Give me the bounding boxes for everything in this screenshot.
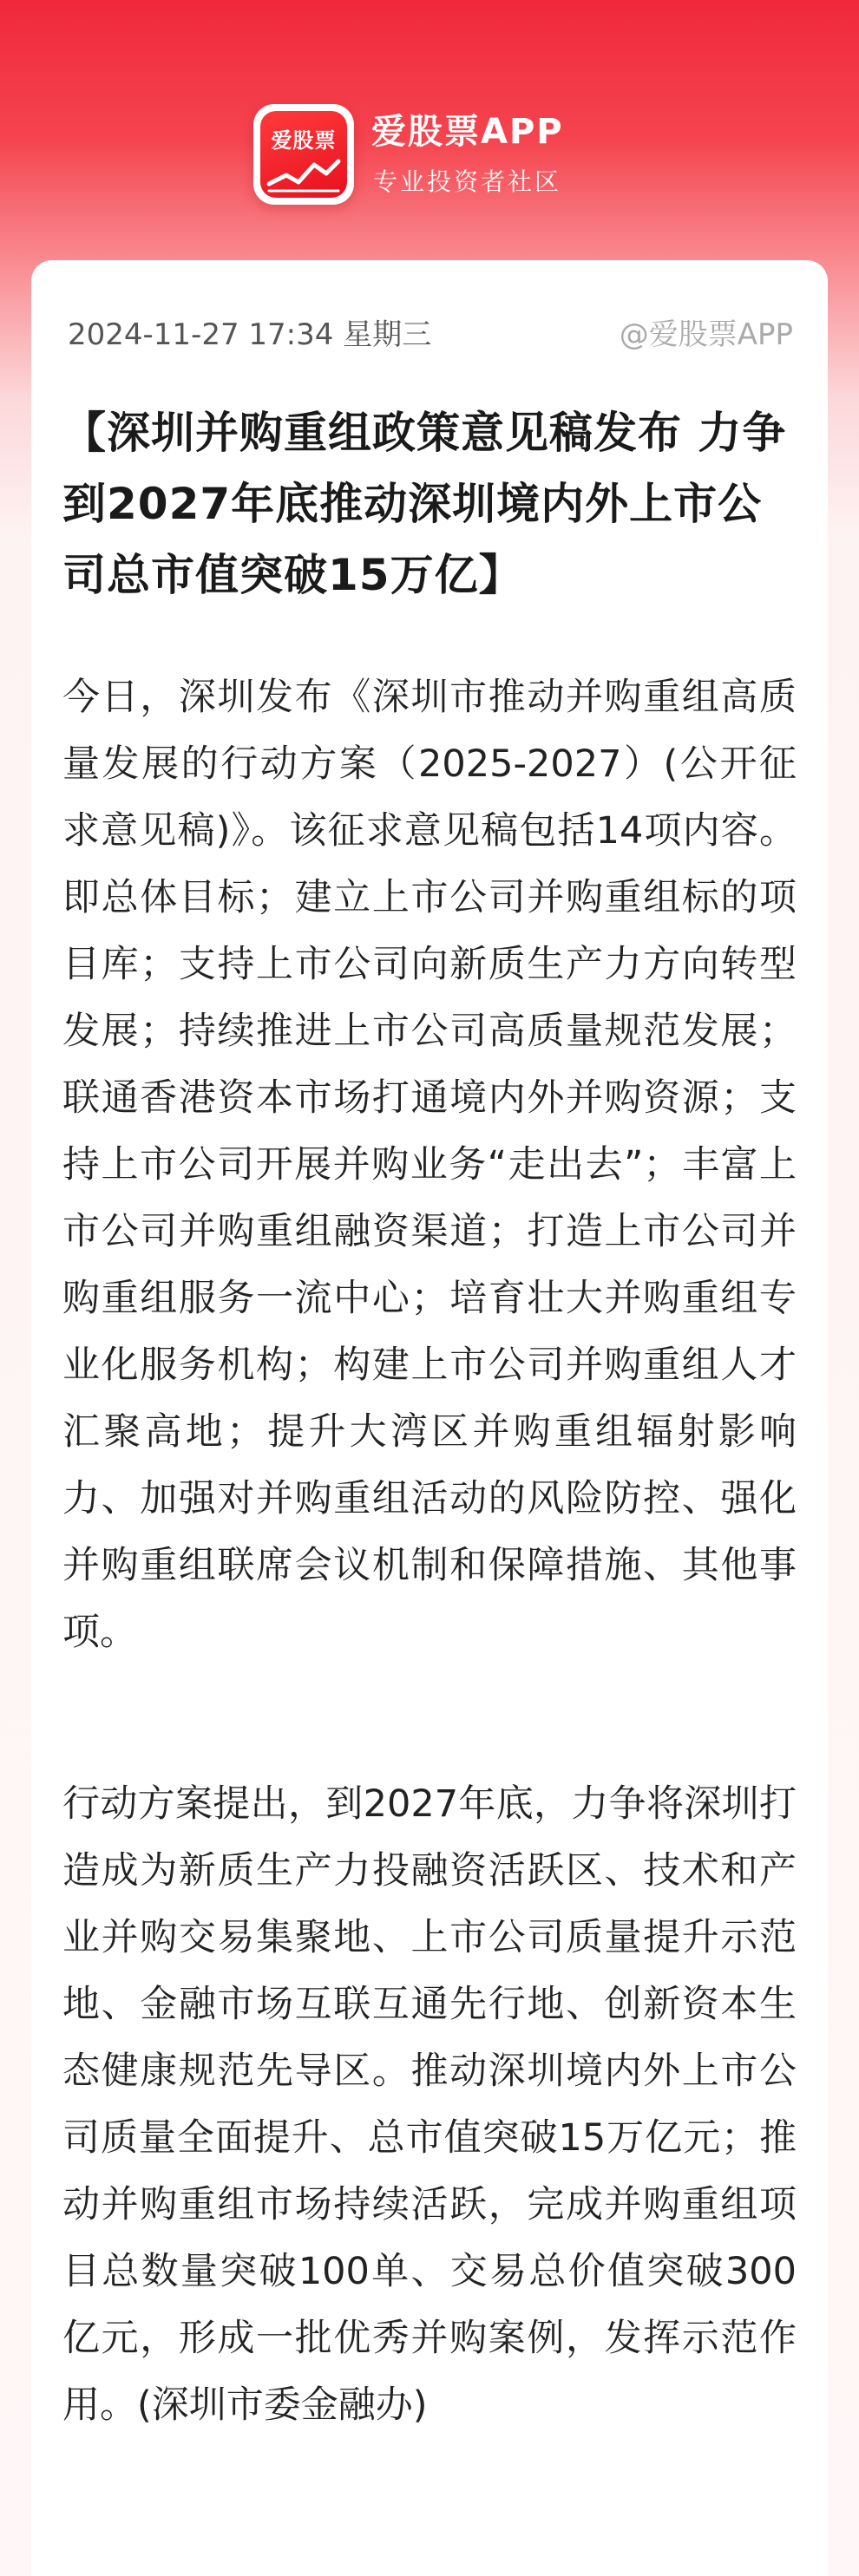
app-header: [0, 0, 859, 260]
article-datetime: 2024-11-27 17:34 星期三: [68, 317, 432, 352]
app-slogan: 专业投资者社区: [373, 167, 562, 196]
stock-chart-icon: [266, 154, 342, 193]
app-logo: [253, 104, 354, 205]
app-name: 爱股票APP: [371, 112, 564, 152]
article-meta: [68, 311, 793, 352]
article-title: 【深圳并购重组政策意见稿发布 力争到2027年底推动深圳境内外上市公司总市值突破15万亿】: [62, 408, 787, 600]
app-logo-text: 爱股票: [271, 128, 337, 153]
article-card: [31, 260, 828, 2576]
article-source: @爱股票APP: [619, 317, 793, 352]
article-paragraph: 今日，深圳发布《深圳市推动并购重组高质量发展的行动方案（2025-2027）(公开征求意见稿)》。该征求意见稿包括14项内容。即总体目标；建立上市公司并购重组标的项目库；支持上市公司向新质生产力方向转型发展；持续推进上市公司高质量规范发展；联通香港资本市场打通境内外并购资源；支持上市公司开展并购业务“走出去”；丰富上市公司并购重组融资渠道；打造上市公司并购重组服务一流中心；培育壮大并购重组专业化服务机构；构建上市公司并购重组人才汇聚高地；提升大湾区并购重组辐射影响力、加强对并购重组活动的风险防控、强化并购重组联席会议机制和保障措施、其他事项。: [62, 676, 797, 1654]
app-logo-badge: [260, 111, 347, 198]
article-paragraph: 行动方案提出，到2027年底，力争将深圳打造成为新质生产力投融资活跃区、技术和产业并购交易集聚地、上市公司质量提升示范地、金融市场互联互通先行地、创新资本生态健康规范先导区。推动深圳境内外上市公司质量全面提升、总市值突破15万亿元；推动并购重组市场持续活跃，完成并购重组项目总数量突破100单、交易总价值突破300亿元，形成一批优秀并购案例，发挥示范作用。(深圳市委金融办): [62, 1782, 797, 2427]
